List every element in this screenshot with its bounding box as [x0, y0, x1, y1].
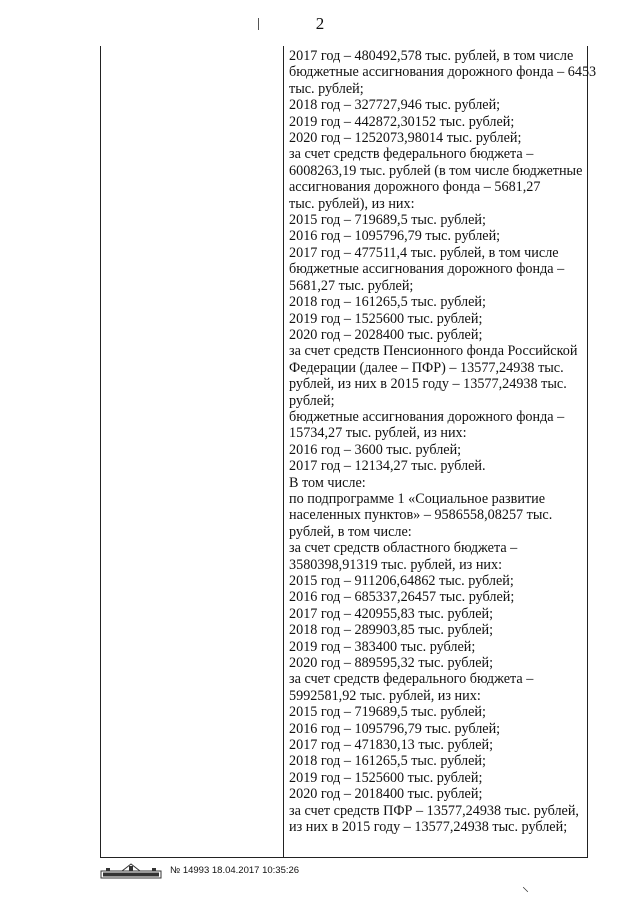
text-line: 2015 год – 719689,5 тыс. рублей; [289, 704, 486, 721]
text-line: ассигнования дорожного фонда – 5681,27 [289, 179, 541, 196]
text-line: 2018 год – 327727,946 тыс. рублей; [289, 97, 501, 114]
table-column-divider [283, 46, 284, 858]
text-line: 2016 год – 1095796,79 тыс. рублей; [289, 228, 501, 245]
text-line: 2018 год – 289903,85 тыс. рублей; [289, 622, 494, 639]
text-line: Федерации (далее – ПФР) – 13577,24938 тыс. [289, 359, 564, 376]
text-line: 2016 год – 1095796,79 тыс. рублей; [289, 720, 501, 737]
text-line: тыс. рублей), из них: [289, 195, 415, 212]
text-line: В том числе: [289, 474, 366, 491]
text-line: за счет средств федерального бюджета – [289, 671, 534, 688]
text-line: 2020 год – 2018400 тыс. рублей; [289, 786, 483, 803]
table-right-cell-text [289, 48, 597, 836]
text-line: рублей; [289, 392, 335, 409]
document-registration-stamp: № 14993 18.04.2017 10:35:26 [170, 865, 300, 876]
text-line: 2019 год – 1525600 тыс. рублей; [289, 310, 483, 327]
text-line: 2017 год – 477511,4 тыс. рублей, в том числе [289, 244, 559, 261]
page-number: 2 [315, 14, 325, 33]
text-line: 2015 год – 911206,64862 тыс. рублей; [289, 573, 514, 589]
text-line: за счет средств федерального бюджета – [289, 146, 534, 163]
text-line: 2017 год – 420955,83 тыс. рублей; [289, 605, 494, 622]
text-line: бюджетные ассигнования дорожного фонда – [289, 261, 565, 278]
text-line: 2015 год – 719689,5 тыс. рублей; [289, 212, 486, 229]
text-line: тыс. рублей; [289, 80, 364, 97]
scan-artifact-tick [258, 18, 259, 30]
text-line: 2019 год – 383400 тыс. рублей; [289, 638, 476, 655]
text-line: 5992581,92 тыс. рублей, из них: [289, 687, 481, 704]
text-line: 6008263,19 тыс. рублей (в том числе бюджетные [289, 162, 583, 179]
text-line: 2016 год – 685337,26457 тыс. рублей; [289, 589, 515, 606]
text-line: 2018 год – 161265,5 тыс. рублей; [289, 294, 486, 311]
text-line: 3580398,91319 тыс. рублей, из них: [289, 556, 503, 573]
text-line: бюджетные ассигнования дорожного фонда – 6453 [289, 64, 597, 81]
text-line: рублей, в том числе: [289, 523, 412, 540]
text-line: 2017 год – 471830,13 тыс. рублей; [289, 737, 494, 754]
text-line: из них в 2015 году – 13577,24938 тыс. рублей; [289, 819, 568, 836]
text-line: 2017 год – 12134,27 тыс. рублей. [289, 458, 486, 475]
footer [100, 862, 340, 880]
text-line: 2019 год – 442872,30152 тыс. рублей; [289, 113, 515, 130]
text-line: за счет средств ПФР – 13577,24938 тыс. рублей, [289, 802, 579, 819]
text-line: рублей, из них в 2015 году – 13577,24938 тыс. [289, 376, 567, 393]
text-line: 2019 год – 1525600 тыс. рублей; [289, 769, 483, 786]
text-line: 2020 год – 2028400 тыс. рублей; [289, 326, 483, 343]
text-line: за счет средств Пенсионного фонда Российской [289, 343, 578, 360]
registry-seal-icon [100, 862, 162, 880]
text-line: 15734,27 тыс. рублей, из них: [289, 425, 467, 442]
text-line: 2017 год – 480492,578 тыс. рублей, в том числе [289, 48, 574, 64]
text-line: 2020 год – 1252073,98014 тыс. рублей; [289, 130, 522, 147]
text-line: по подпрограмме 1 «Социальное развитие [289, 490, 546, 507]
text-line: за счет средств областного бюджета – [289, 540, 518, 557]
text-line: населенных пунктов» – 9586558,08257 тыс. [289, 507, 553, 524]
text-line: бюджетные ассигнования дорожного фонда – [289, 408, 565, 425]
text-line: 2020 год – 889595,32 тыс. рублей; [289, 655, 494, 672]
text-line: 2018 год – 161265,5 тыс. рублей; [289, 753, 486, 770]
text-line: 5681,27 тыс. рублей; [289, 277, 414, 294]
scan-artifact-mark: ⸜ [522, 879, 529, 895]
text-line: 2016 год – 3600 тыс. рублей; [289, 441, 462, 458]
